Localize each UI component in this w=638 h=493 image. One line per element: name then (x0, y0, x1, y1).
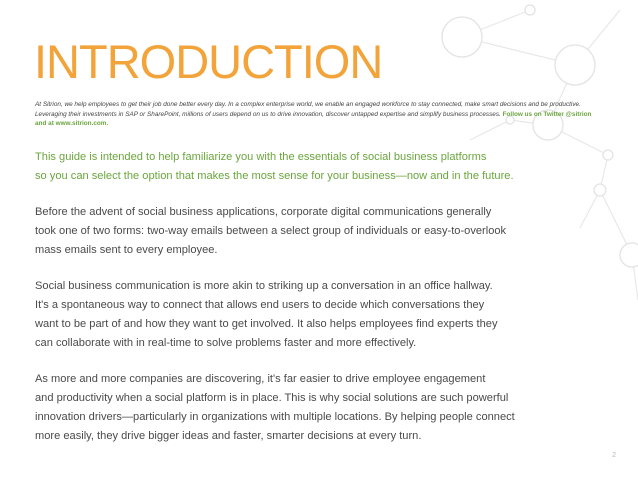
network-node (555, 45, 595, 85)
page-number: 2 (612, 452, 616, 459)
paragraph-line: want to be part of and how they want to get involved. It also helps employees find experts they (35, 318, 498, 330)
paragraph-line: As more and more companies are discovering, it's far easier to drive employee engagement (35, 373, 486, 385)
network-node (525, 5, 535, 15)
paragraph-line: Before the advent of social business applications, corporate digital communications generally (35, 206, 492, 218)
lead-paragraph (35, 148, 600, 186)
paragraph-line: Social business communication is more akin to striking up a conversation in an office hallway. (35, 280, 493, 292)
company-intro (35, 100, 595, 129)
paragraph-line: mass emails sent to every employee. (35, 244, 218, 256)
body-paragraph (35, 277, 600, 353)
paragraph-line: It's a spontaneous way to connect that allows end users to decide which conversations they (35, 299, 485, 311)
company-intro-text: At Sitrion, we help employees to get their job done better every day. In a complex enterprise world, we enable an engaged workforce to stay connected, make smart decisions and be productive. Leveraging their investments in SAP or SharePoint, millions of users depend on us to drive innovation, discover untapped expertise and simplify business processes. (35, 101, 581, 118)
network-node (442, 17, 482, 57)
network-node (620, 243, 638, 267)
page-title: INTRODUCTION (34, 35, 383, 88)
paragraph-line: took one of two forms: two-way emails between a select group of individuals or easy-to-overlook (35, 225, 507, 237)
paragraph-line: more easily, they drive bigger ideas and faster, smarter decisions at every turn. (35, 430, 422, 442)
paragraph-line: innovation drivers—particularly in organizations with multiple locations. By helping people connect (35, 411, 515, 423)
network-node (603, 150, 613, 160)
body-paragraph (35, 203, 600, 260)
body-paragraph (35, 370, 600, 446)
paragraph-line: can collaborate with in real-time to solve problems faster and more effectively. (35, 337, 417, 349)
lead-line: This guide is intended to help familiarize you with the essentials of social business platforms (35, 151, 487, 163)
follow-us-text: Follow us on Twitter @sitrion and at www.sitrion.com. (35, 110, 592, 128)
lead-line: so you can select the option that makes the most sense for your business—now and in the future. (35, 170, 514, 182)
paragraph-line: and productivity when a social platform is in place. This is why social solutions are such powerful (35, 392, 509, 404)
